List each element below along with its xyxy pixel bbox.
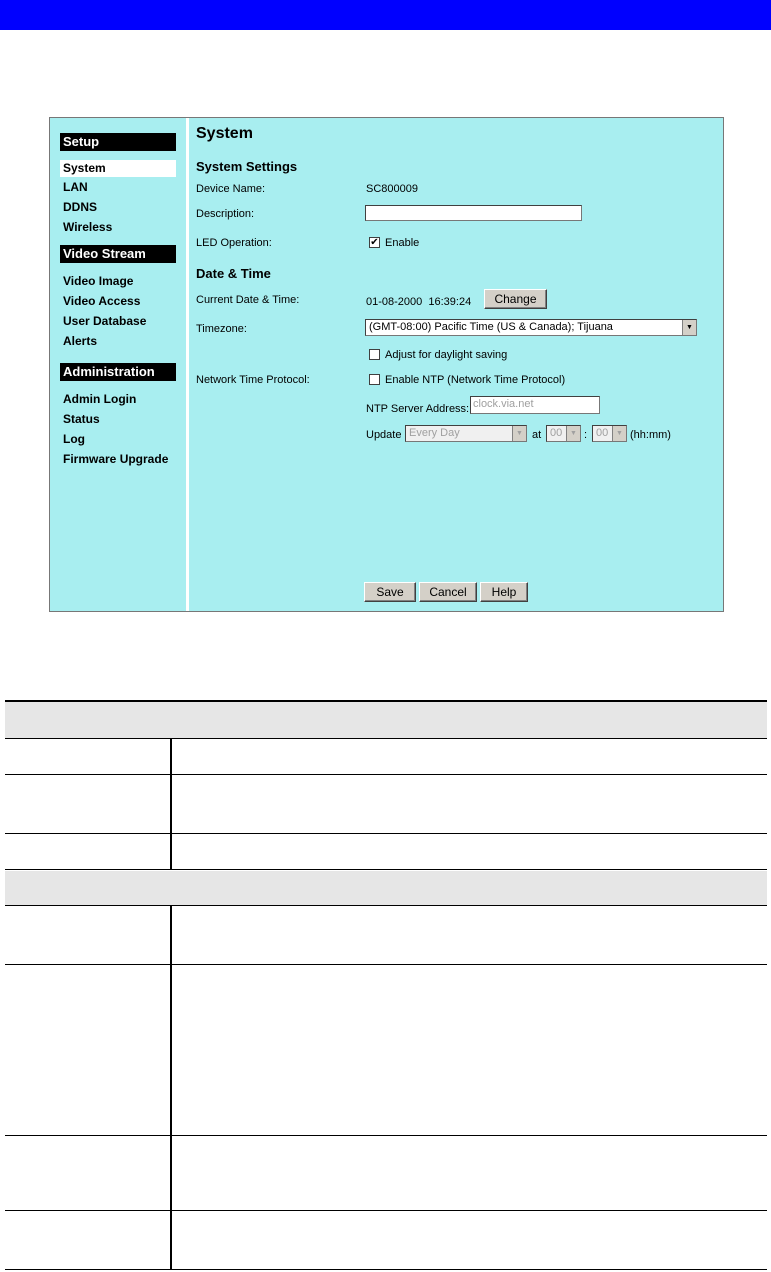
ntp-enable-checkbox[interactable] (369, 374, 380, 385)
update-frequency-value: Every Day (409, 427, 460, 439)
timezone-select-value: (GMT-08:00) Pacific Time (US & Canada); Tijuana (369, 321, 613, 333)
sidebar-item-firmware-upgrade[interactable]: Firmware Upgrade (63, 452, 169, 466)
led-operation-label: LED Operation: (196, 237, 272, 249)
update-frequency-select[interactable] (405, 425, 527, 442)
sidebar-item-admin-login[interactable]: Admin Login (63, 392, 137, 406)
table-line (5, 905, 767, 906)
ntp-server-label: NTP Server Address: (366, 403, 470, 415)
table-column-divider (170, 905, 172, 1269)
sidebar-item-video-image[interactable]: Video Image (63, 274, 134, 288)
hour-value: 00 (550, 427, 563, 439)
change-button[interactable]: Change (484, 289, 547, 309)
timezone-label: Timezone: (196, 323, 247, 335)
cancel-button[interactable]: Cancel (419, 582, 477, 602)
minute-value: 00 (596, 427, 609, 439)
help-button[interactable]: Help (480, 582, 528, 602)
sidebar-item-status[interactable]: Status (63, 412, 100, 426)
led-enable-checkbox[interactable]: ✔ (370, 237, 379, 248)
main-panel (189, 118, 723, 611)
chevron-down-icon[interactable]: ▼ (512, 426, 526, 441)
led-enable-label: Enable (385, 237, 420, 249)
system-settings-screenshot (49, 117, 724, 612)
top-blue-bar (0, 0, 771, 30)
sidebar-item-system[interactable]: System (60, 160, 176, 177)
description-input[interactable] (365, 205, 582, 221)
sidebar (50, 118, 189, 611)
current-date-time-label: Current Date & Time: (196, 294, 300, 306)
sidebar-item-video-access[interactable]: Video Access (63, 294, 141, 308)
ntp-label: Network Time Protocol: (196, 374, 310, 386)
time-colon: : (584, 429, 588, 441)
table-line (5, 869, 767, 870)
table-border-bottom (5, 1269, 767, 1270)
sidebar-section-video-stream: Video Stream (60, 245, 176, 263)
sidebar-item-alerts[interactable]: Alerts (63, 334, 98, 348)
minute-select[interactable] (592, 425, 627, 442)
table-line (5, 774, 767, 775)
system-settings-heading: System Settings (196, 159, 298, 174)
description-label: Description: (196, 208, 255, 220)
chevron-down-icon[interactable]: ▼ (566, 426, 580, 441)
table-section-header-system-settings (5, 702, 767, 738)
ntp-server-input[interactable]: clock.via.net (470, 396, 600, 414)
update-label: Update (366, 429, 402, 441)
timezone-select[interactable] (365, 319, 697, 336)
device-name-value: SC800009 (366, 183, 418, 195)
time-format-label: (hh:mm) (630, 429, 671, 441)
current-date-time-value: 01-08-2000 16:39:24 (366, 296, 472, 308)
daylight-saving-label: Adjust for daylight saving (385, 349, 508, 361)
table-line (5, 1210, 767, 1211)
sidebar-section-administration: Administration (60, 363, 176, 381)
field-description-table (5, 700, 767, 1271)
sidebar-item-wireless[interactable]: Wireless (63, 220, 113, 234)
ntp-enable-label: Enable NTP (Network Time Protocol) (385, 374, 566, 386)
sidebar-item-user-database[interactable]: User Database (63, 314, 147, 328)
hour-select[interactable] (546, 425, 581, 442)
sidebar-item-lan[interactable]: LAN (63, 180, 88, 194)
date-time-heading: Date & Time (196, 266, 271, 281)
page-title: System (196, 125, 253, 142)
device-name-label: Device Name: (196, 183, 266, 195)
table-line (5, 833, 767, 834)
table-line (5, 1135, 767, 1136)
table-section-header-date-time (5, 871, 767, 905)
chevron-down-icon[interactable]: ▼ (612, 426, 626, 441)
sidebar-item-log[interactable]: Log (63, 432, 85, 446)
sidebar-section-setup: Setup (60, 133, 176, 151)
chevron-down-icon[interactable]: ▼ (682, 320, 696, 335)
daylight-saving-checkbox[interactable] (369, 349, 380, 360)
table-border-top (5, 700, 767, 702)
save-button[interactable]: Save (364, 582, 416, 602)
table-line (5, 964, 767, 965)
at-label: at (532, 429, 542, 441)
sidebar-item-ddns[interactable]: DDNS (63, 200, 98, 214)
table-line (5, 738, 767, 739)
table-column-divider (170, 738, 172, 869)
